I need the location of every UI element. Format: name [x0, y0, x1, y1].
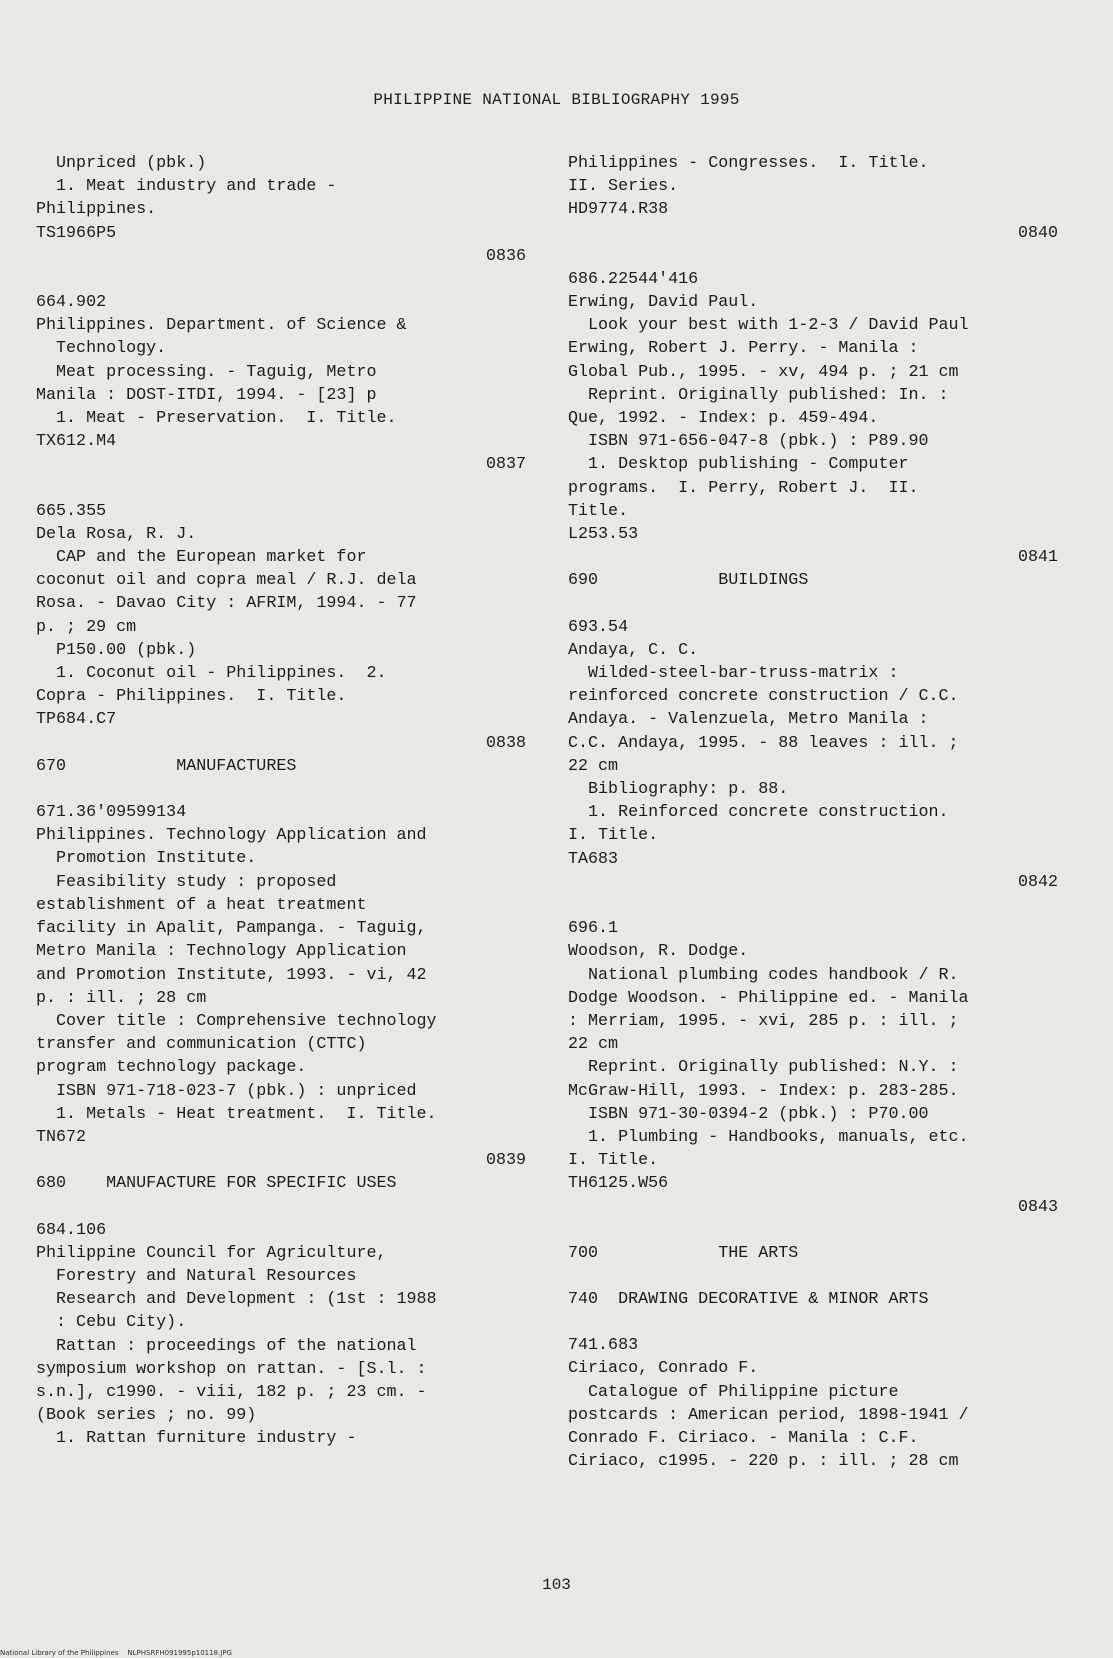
text-line: Cover title : Comprehensive technology [36, 1011, 437, 1031]
spacer [568, 1265, 1058, 1288]
text-line: Wilded-steel-bar-truss-matrix : [568, 664, 899, 684]
text-line: HD9774.R38 [568, 200, 669, 220]
text-line: Dela Rosa, R. J. [36, 524, 197, 544]
text-line: facility in Apalit, Pampanga. - Taguig, [36, 919, 427, 939]
text-line: 665.355 [36, 501, 107, 521]
text-line: Metro Manila : Technology Application [36, 942, 407, 962]
text-line: McGraw-Hill, 1993. - Index: p. 283-285. [568, 1081, 959, 1101]
right-column [568, 152, 1058, 1473]
text-line: CAP and the European market for [36, 548, 367, 568]
text-line: Technology. [36, 339, 167, 359]
text-line: Rattan : proceedings of the national [36, 1336, 417, 1356]
text-line: transfer and communication (CTTC) [36, 1035, 367, 1055]
text-line: 1. Reinforced concrete construction. [568, 803, 949, 823]
page-header: PHILIPPINE NATIONAL BIBLIOGRAPHY 1995 [373, 91, 740, 109]
text-line: Research and Development : (1st : 1988 [36, 1290, 437, 1310]
text-line: L253.53 [568, 525, 639, 545]
spacer [568, 1311, 1058, 1334]
text-line: reinforced concrete construction / C.C. [568, 687, 959, 707]
text-line: Feasibility study : proposed [36, 872, 337, 892]
text-line: P150.00 (pbk.) [36, 640, 197, 660]
entry-number: 0842 [1017, 872, 1058, 892]
text-line: Philippines. Department. of Science & [36, 316, 407, 336]
text-line: Woodson, R. Dodge. [568, 942, 749, 962]
entry-number: 0839 [485, 1151, 526, 1171]
entry-number: 0843 [1017, 1197, 1058, 1217]
section-heading: 700 THE ARTS [568, 1243, 799, 1263]
text-line: 22 cm [568, 1035, 619, 1055]
text-line: Unpriced (pbk.) [36, 154, 207, 173]
text-line: Look your best with 1-2-3 / David Paul [568, 316, 969, 336]
text-line: 1. Desktop publishing - Computer [568, 455, 909, 475]
text-line: Copra - Philippines. I. Title. [36, 687, 347, 707]
text-line: Promotion Institute. [36, 849, 257, 869]
text-line: Dodge Woodson. - Philippine ed. - Manila [568, 988, 969, 1008]
text-line: s.n.], c1990. - viii, 182 p. ; 23 cm. - [36, 1382, 427, 1402]
spacer [568, 894, 1058, 917]
text-line: symposium workshop on rattan. - [S.l. : [36, 1359, 427, 1379]
text-line: TA683 [568, 849, 619, 869]
text-line: Erwing, David Paul. [568, 293, 759, 313]
text-line: Andaya. - Valenzuela, Metro Manila : [568, 710, 929, 730]
entry-number: 0837 [485, 455, 526, 475]
text-line: 684.106 [36, 1220, 107, 1240]
text-line: ISBN 971-718-023-7 (pbk.) : unpriced [36, 1081, 417, 1101]
section-heading: 680 MANUFACTURE FOR SPECIFIC USES [36, 1174, 397, 1194]
text-line: 1. Rattan furniture industry - [36, 1429, 357, 1449]
text-line: 1. Coconut oil - Philippines. 2. [36, 664, 387, 684]
text-line: 1. Plumbing - Handbooks, manuals, etc. [568, 1127, 969, 1147]
text-line: Erwing, Robert J. Perry. - Manila : [568, 339, 919, 359]
text-line: Reprint. Originally published: In. : [568, 385, 949, 405]
text-line: : Cebu City). [36, 1313, 187, 1333]
text-line: Forestry and Natural Resources [36, 1266, 357, 1286]
spacer [568, 245, 1058, 268]
text-line: TP684.C7 [36, 710, 117, 730]
text-line: p. ; 29 cm [36, 617, 137, 637]
section-heading: 670 MANUFACTURES [36, 756, 297, 776]
text-line: 693.54 [568, 617, 629, 637]
spacer [36, 268, 526, 291]
text-line: 686.22544'416 [568, 269, 699, 289]
text-line: C.C. Andaya, 1995. - 88 leaves : ill. ; [568, 733, 959, 753]
text-line: 22 cm [568, 756, 619, 776]
text-line: Reprint. Originally published: N.Y. : [568, 1058, 959, 1078]
entry-number: 0841 [1017, 548, 1058, 568]
text-line: TS1966P5 [36, 223, 117, 243]
spacer [36, 778, 526, 801]
text-line: and Promotion Institute, 1993. - vi, 42 [36, 965, 427, 985]
section-heading: 690 BUILDINGS [568, 571, 809, 591]
text-line: Meat processing. - Taguig, Metro [36, 362, 377, 382]
text-line: Bibliography: p. 88. [568, 780, 789, 800]
text-line: Ciriaco, Conrado F. [568, 1359, 759, 1379]
text-line: Rosa. - Davao City : AFRIM, 1994. - 77 [36, 594, 417, 614]
left-column [36, 152, 526, 1451]
text-line: Andaya, C. C. [568, 640, 699, 660]
text-line: Manila : DOST-ITDI, 1994. - [23] p [36, 385, 377, 405]
text-line: Que, 1992. - Index: p. 459-494. [568, 409, 879, 429]
text-line: programs. I. Perry, Robert J. II. [568, 478, 919, 498]
text-line: 1. Meat - Preservation. I. Title. [36, 409, 397, 429]
text-line: coconut oil and copra meal / R.J. dela [36, 571, 417, 591]
entry-number: 0836 [485, 246, 526, 266]
text-line: Ciriaco, c1995. - 220 p. : ill. ; 28 cm [568, 1452, 959, 1472]
text-line: TH6125.W56 [568, 1174, 669, 1194]
text-line: 671.36'09599134 [36, 803, 187, 823]
text-line: TX612.M4 [36, 432, 117, 452]
text-line: ISBN 971-656-047-8 (pbk.) : P89.90 [568, 432, 929, 452]
text-line: 1. Metals - Heat treatment. I. Title. [36, 1104, 437, 1124]
text-line: 741.683 [568, 1336, 639, 1356]
text-line: Philippines - Congresses. I. Title. [568, 154, 929, 173]
text-line: Conrado F. Ciriaco. - Manila : C.F. [568, 1428, 919, 1448]
text-line: Global Pub., 1995. - xv, 494 p. ; 21 cm [568, 362, 959, 382]
text-line: II. Series. [568, 177, 679, 197]
text-line: I. Title. [568, 826, 659, 846]
spacer [36, 477, 526, 500]
page-number: 103 [542, 1576, 571, 1594]
text-line: National plumbing codes handbook / R. [568, 965, 959, 985]
text-line: postcards : American period, 1898-1941 / [568, 1405, 969, 1425]
text-line: TN672 [36, 1127, 87, 1147]
text-line: Title. [568, 501, 629, 521]
text-line: Philippine Council for Agriculture, [36, 1243, 387, 1263]
text-line: (Book series ; no. 99) [36, 1406, 257, 1426]
text-line: Philippines. [36, 200, 157, 220]
spacer [568, 593, 1058, 616]
text-line: Philippines. Technology Application and [36, 826, 427, 846]
entry-number: 0838 [485, 733, 526, 753]
text-line: Catalogue of Philippine picture [568, 1382, 899, 1402]
text-line: establishment of a heat treatment [36, 895, 367, 915]
entry-number: 0840 [1017, 223, 1058, 243]
spacer [568, 1219, 1058, 1242]
text-line: program technology package. [36, 1058, 307, 1078]
text-line: I. Title. [568, 1151, 659, 1171]
text-line: : Merriam, 1995. - xvi, 285 p. : ill. ; [568, 1011, 959, 1031]
text-line: 1. Meat industry and trade - [36, 177, 337, 197]
scan-footer: National Library of the Philippines NLPHSRFH091995p10118.JPG [0, 1649, 232, 1657]
text-line: 664.902 [36, 293, 107, 313]
text-line: ISBN 971-30-0394-2 (pbk.) : P70.00 [568, 1104, 929, 1124]
text-line: p. : ill. ; 28 cm [36, 988, 207, 1008]
text-line: 696.1 [568, 919, 619, 939]
spacer [36, 1196, 526, 1219]
section-heading: 740 DRAWING DECORATIVE & MINOR ARTS [568, 1289, 929, 1309]
